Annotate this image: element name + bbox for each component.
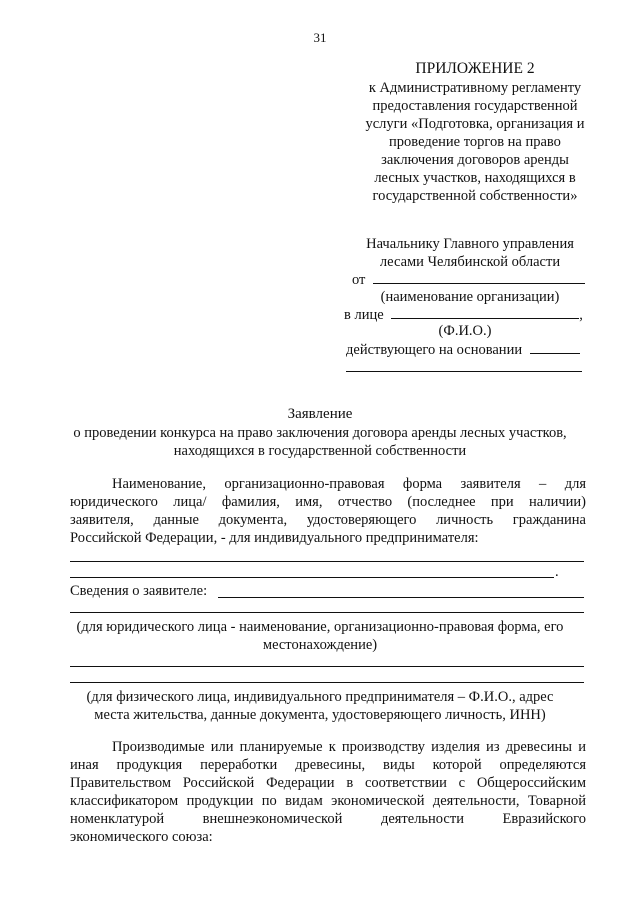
applicant-name-line-1[interactable]	[70, 561, 584, 562]
basis-field[interactable]	[530, 340, 580, 354]
from-field[interactable]	[373, 270, 585, 284]
appendix-line: проведение торгов на право	[389, 134, 561, 150]
person-label: в лице	[344, 307, 384, 323]
basis-row	[346, 340, 580, 359]
appendix-line: заключения договоров аренды	[381, 152, 569, 168]
para1-line: юридического лица/ фамилия, имя, отчество (последнее при наличии)	[70, 494, 586, 510]
statement-title: Заявление	[287, 406, 353, 422]
legal-entity-hint-2: местонахождение)	[262, 637, 378, 653]
page-number: 31	[313, 30, 327, 45]
applicant-label: Сведения о заявителе:	[70, 583, 208, 599]
physical-info-line-1[interactable]	[70, 666, 584, 667]
para2-line: классификатором продукции по видам экономической деятельности, Товарной	[70, 793, 586, 809]
from-label: от	[352, 272, 366, 288]
legal-entity-hint-1: (для юридического лица - наименование, организационно-правовая форма, его	[76, 619, 564, 635]
appendix-line: к Административному регламенту	[368, 80, 582, 96]
applicant-info-field[interactable]	[218, 597, 584, 598]
physical-person-hint-2: места жительства, данные документа, удостоверяющего личность, ИНН)	[94, 707, 546, 723]
basis-label: действующего на основании	[346, 342, 523, 358]
applicant-info-line-2[interactable]	[70, 612, 584, 613]
para2-line: Правительством Российской Федерации в соответствии с Общероссийским	[70, 775, 586, 791]
appendix-title: ПРИЛОЖЕНИЕ 2	[415, 60, 535, 77]
para2-line: номенклатурой внешнеэкономической деятельности Евразийского	[70, 811, 586, 827]
person-field[interactable]	[391, 305, 579, 319]
basis-field-line2[interactable]	[346, 371, 582, 372]
physical-info-line-2[interactable]	[70, 682, 584, 683]
from-row	[352, 270, 585, 289]
para1-line: Наименование, организационно-правовая форма заявителя – для	[112, 476, 586, 492]
statement-subtitle-1: о проведении конкурса на право заключения договора аренды лесных участков,	[73, 425, 567, 441]
addressee-line1: Начальнику Главного управления	[366, 236, 574, 252]
appendix-line: лесных участков, находящихся в	[374, 170, 576, 186]
appendix-block	[355, 60, 595, 205]
appendix-line: государственной собственности»	[372, 188, 578, 204]
para1-last-line: Российской Федерации, - для индивидуального предпринимателя:	[70, 530, 479, 546]
statement-subtitle-2: находящихся в государственной собственности	[173, 443, 467, 459]
physical-person-hint-1: (для физического лица, индивидуального предпринимателя – Ф.И.О., адрес	[86, 689, 554, 705]
applicant-name-line-2[interactable]	[70, 577, 554, 578]
appendix-line: услуги «Подготовка, организация и	[365, 116, 585, 132]
para2-last-line: экономического союза:	[70, 829, 213, 845]
para2-line: иная продукция переработки древесины, виды которой определяются	[70, 757, 586, 773]
person-tail: ,	[579, 307, 583, 323]
appendix-line: предоставления государственной	[372, 98, 578, 114]
para1-line: заявителя, данные документа, удостоверяющего личность гражданина	[70, 512, 586, 528]
para2-line: Производимые или планируемые к производству изделия из древесины и	[112, 739, 586, 755]
org-hint: (наименование организации)	[380, 289, 560, 305]
fio-hint: (Ф.И.О.)	[438, 323, 492, 339]
addressee-line2: лесами Челябинской области	[379, 254, 561, 270]
para1-end-mark: .	[555, 564, 559, 580]
